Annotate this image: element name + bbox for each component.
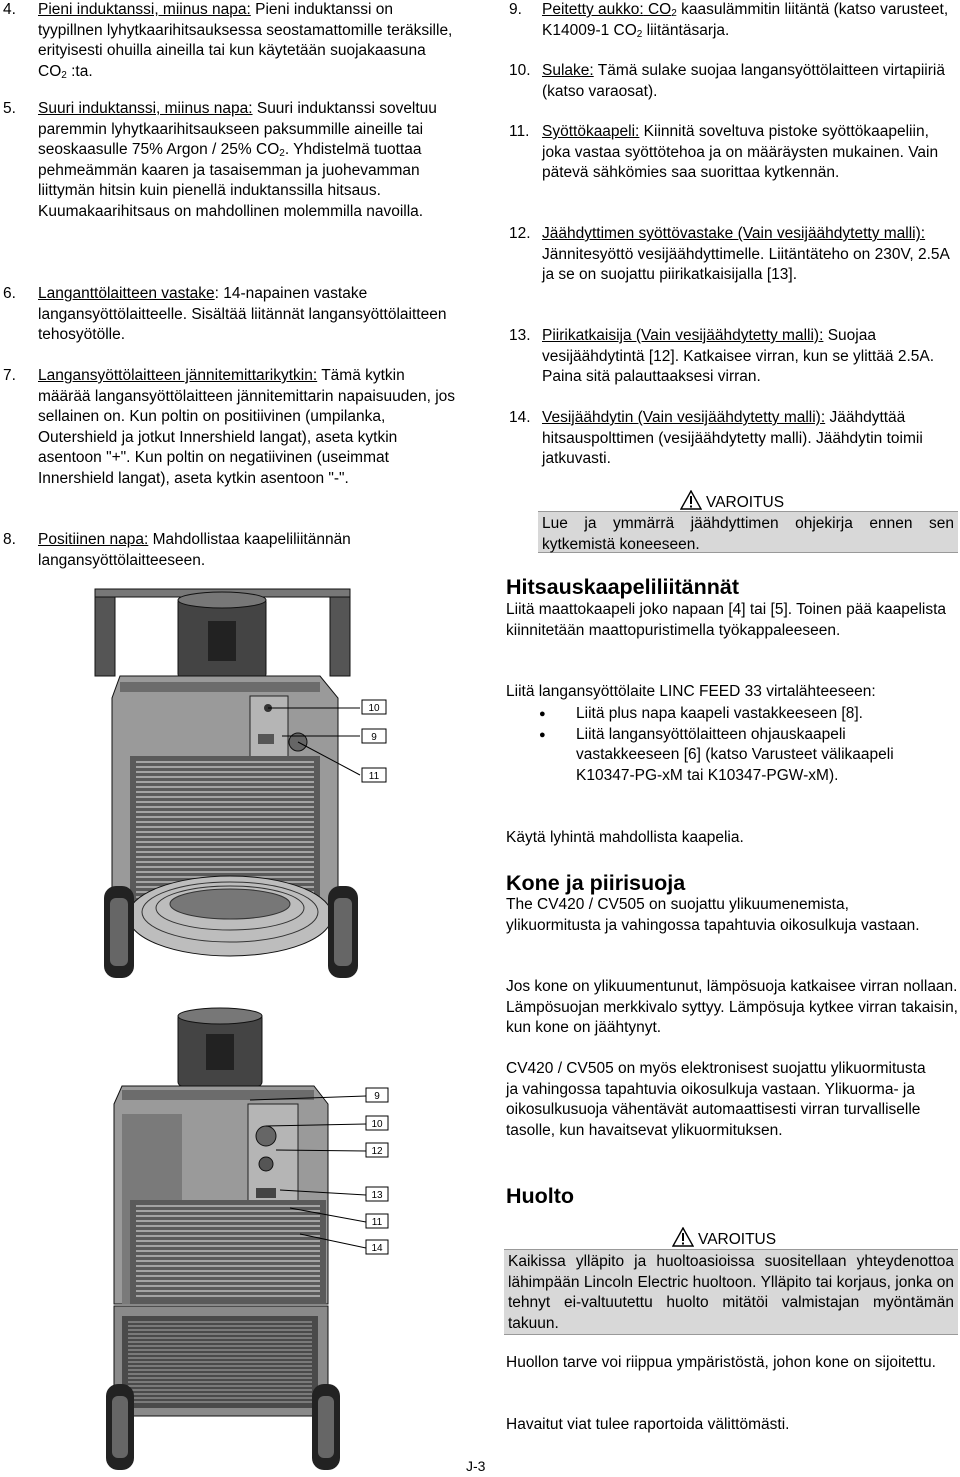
svg-text:10: 10 (371, 1119, 383, 1130)
paragraph: The CV420 / CV505 on suojattu ylikuumenemista, ylikuormitusta ja vahingossa tapahtuvia oikosulkuja vastaan. (506, 896, 920, 934)
svg-text:10: 10 (368, 703, 380, 714)
bullet-list (506, 704, 916, 786)
paragraph: Liitä langansyöttölaite LINC FEED 33 virtalähteeseen: (506, 683, 876, 700)
callout-label-14 (366, 1240, 388, 1254)
svg-text:9: 9 (374, 1091, 380, 1102)
list-item-13 (500, 326, 960, 388)
item-number: 4. (3, 1, 16, 18)
bullet-item: ● Liitä langansyöttölaitteen ohjauskaapeli vastakkeeseen [6] (katso Varusteet välikaapeli K10347-PG-xM tai K10347-PGW-xM). (506, 725, 916, 787)
warning-text: Lue ja ymmärrä jäähdyttimen ohjekirja ennen sen kytkemistä koneeseen. (542, 515, 954, 553)
callout-label-10 (366, 1116, 388, 1130)
item-text: Kiinnitä soveltuva pistoke syöttökaapeliin, joka vastaa syöttötehoa ja on määräysten mukainen. Vain pätevä sähkömies saa suorittaa kytkennän. (542, 123, 939, 182)
paragraph: Huollon tarve voi riippua ympäristöstä, johon kone on sijoitettu. (506, 1354, 936, 1371)
item-number: 11. (509, 123, 530, 140)
callout-label-11 (366, 1214, 388, 1228)
list-item-11 (500, 122, 960, 184)
warning-box (504, 1249, 958, 1335)
list-item-10 (500, 61, 960, 102)
item-number: 5. (3, 100, 16, 117)
item-text: Pieni induktanssi on tyypillnen lyhytkaarihitsauksessa seostamattomille teräksille, erityisesti ohuilla aineilla tai kun käytetään suojakaasuna CO (38, 1, 453, 80)
item-text: Tämä kytkin määrää langansyöttölaitteen jännitemittarin napaisuuden, jos sellainen on. Kun poltin on positiivinen (umpilanka, Outershield ja jotkut Innershield langat), aseta kytkin asentoon "+". Kun poltin on negatiivinen (useimmat Innershield langat), aseta kytkin asentoon "-". (38, 367, 456, 487)
page-number: J-3 (466, 1458, 486, 1474)
item-title: Langansyöttölaitteen jännitemittarikytkin: (38, 367, 318, 384)
paragraph: Käytä lyhintä mahdollista kaapelia. (506, 829, 744, 846)
item-text: kaasulämmitin liitäntä (katso varusteet, K14009-1 CO (542, 1, 949, 39)
list-item-7 (0, 366, 462, 490)
svg-text:9: 9 (371, 732, 377, 743)
callout-label-10 (362, 700, 386, 714)
item-number: 6. (3, 285, 16, 302)
warning-triangle-icon (680, 490, 702, 510)
section-heading-welding-cables: Hitsauskaapeliliitännät (506, 575, 739, 599)
svg-text:13: 13 (371, 1190, 383, 1201)
svg-text:12: 12 (371, 1146, 383, 1157)
svg-text:11: 11 (368, 771, 380, 782)
item-text-after: liitäntäsarja. (642, 21, 730, 39)
subscript: 2 (636, 28, 643, 40)
item-text: Suojaa vesijäähdytintä [12]. Katkaisee virran, kun se ylittää 2.5A. Paina sitä palauttaaksesi virran. (542, 327, 935, 386)
svg-text:11: 11 (371, 1217, 383, 1228)
warning-heading: VAROITUS (672, 1227, 776, 1251)
item-text-after: :ta. (66, 62, 93, 80)
item-number: 12. (509, 225, 531, 242)
item-number: 7. (3, 367, 16, 384)
machine-figure-water-cooled (100, 1004, 400, 1474)
svg-text:14: 14 (371, 1243, 383, 1254)
item-title: Pieni induktanssi, miinus napa: (38, 1, 251, 18)
list-item-6 (0, 284, 462, 346)
bullet-item: ● Liitä plus napa kaapeli vastakkeeseen [8]. (506, 704, 916, 725)
item-text: Mahdollistaa kaapeliliitännän langansyöttölaitteeseen. (38, 531, 351, 569)
warning-triangle-icon (672, 1227, 694, 1247)
callout-label-11 (362, 768, 386, 782)
item-text: : 14-napainen vastake langansyöttölaitteelle. Sisältää liitännät langansyöttölaitteen tehosyötölle. (38, 285, 447, 344)
item-text: Tämä sulake suojaa langansyöttölaitteen virtapiiriä (katso varaosat). (542, 62, 945, 100)
item-title: Vesijäähdytin (Vain vesijäähdytetty malli): (542, 409, 826, 426)
item-text: Jäähdyttää hitsauspolttimen (vesijäähdytetty malli). Jäähdytin toimii jatkuvasti. (542, 409, 923, 468)
item-title: Jäähdyttimen syöttövastake (Vain vesijäähdytetty malli): (542, 225, 926, 242)
warning-box (538, 511, 958, 553)
callout-label-12 (366, 1143, 388, 1157)
item-text: Jännitesyöttö vesijäähdyttimelle. Liitäntäteho on 230V, 2.5A ja se on suojattu piirikatkaisijalla [13]. (542, 245, 950, 284)
list-item-8 (0, 530, 462, 571)
section-heading-protection: Kone ja piirisuoja (506, 871, 686, 895)
item-number: 8. (3, 531, 16, 548)
item-number: 9. (509, 1, 522, 18)
item-title: Langanttölaitteen vastake (38, 285, 215, 302)
list-item-5 (0, 99, 462, 223)
paragraph: Jos kone on ylikuumentunut, lämpösuoja katkaisee virran nollaan. Lämpösuojan merkkivalo syttyy. Lämpösuja kytkee virran takaisin, kun kone on jäähtynyt. (506, 978, 958, 1037)
item-text-after: . Yhdistelmä tuottaa pehmeämmän kaaren ja tasaisemman ja juohevamman liittymän hitsin kuin pienellä induktanssilla hitsaus. Kuumakaarihitsaus on mahdollinen molemmilla navoilla. (38, 141, 424, 220)
list-item-14 (500, 408, 960, 470)
warning-heading: VAROITUS (680, 490, 784, 514)
paragraph: Havaitut viat tulee raportoida välittömästi. (506, 1416, 790, 1433)
item-title: Peitetty aukko: $CO_2$ (542, 1, 677, 19)
item-title: Syöttökaapeli: (542, 123, 640, 140)
item-title: Suuri induktanssi, miinus napa: (38, 100, 253, 117)
item-title: Sulake: (542, 62, 594, 79)
callout-label-9 (366, 1088, 388, 1102)
subscript: 2 (61, 69, 67, 81)
item-number: 14. (509, 409, 531, 426)
paragraph: Liitä maattokaapeli joko napaan [4] tai [5]. Toinen pää kaapelista kiinnitetään maattopuristimella työkappaleeseen. (506, 601, 947, 639)
list-item-12 (500, 224, 960, 286)
warning-text: Kaikissa ylläpito ja huoltoasioissa suositellaan yhteydenottoa lähimpään Lincoln Electric huoltoon. Ylläpito tai korjaus, jonka on tehnyt ei-valtuutettu huolto mitätöi valmistajan myöntämän takuun. (508, 1253, 954, 1332)
list-item-9 (500, 0, 960, 41)
subscript: 2 (279, 148, 285, 160)
paragraph: CV420 / CV505 on myös elektronisest suojattu ylikuormitusta ja vahingossa tapahtuvia oikosulkuja vastaan. Ylikuorma- ja oikosulkusuoja vähentävät automaattisesti virran turvalliselle tasolle, kun havaitsevat ylikuormituksen. (506, 1060, 926, 1139)
section-heading-maintenance: Huolto (506, 1184, 575, 1208)
item-text: Suuri induktanssi soveltuu paremmin lyhytkaarihitsaukseen paksummille aineille tai seoskaasulle 75% Argon / 25% CO (38, 100, 437, 159)
item-title: Positiinen napa: (38, 531, 149, 548)
item-number: 13. (509, 327, 531, 344)
callout-label-13 (366, 1187, 388, 1201)
list-item-4 (0, 0, 462, 82)
item-title: Piirikatkaisija (Vain vesijäähdytetty malli): (542, 327, 824, 344)
callout-label-9 (362, 729, 386, 743)
item-number: 10. (509, 62, 531, 79)
machine-figure-front (90, 586, 400, 984)
